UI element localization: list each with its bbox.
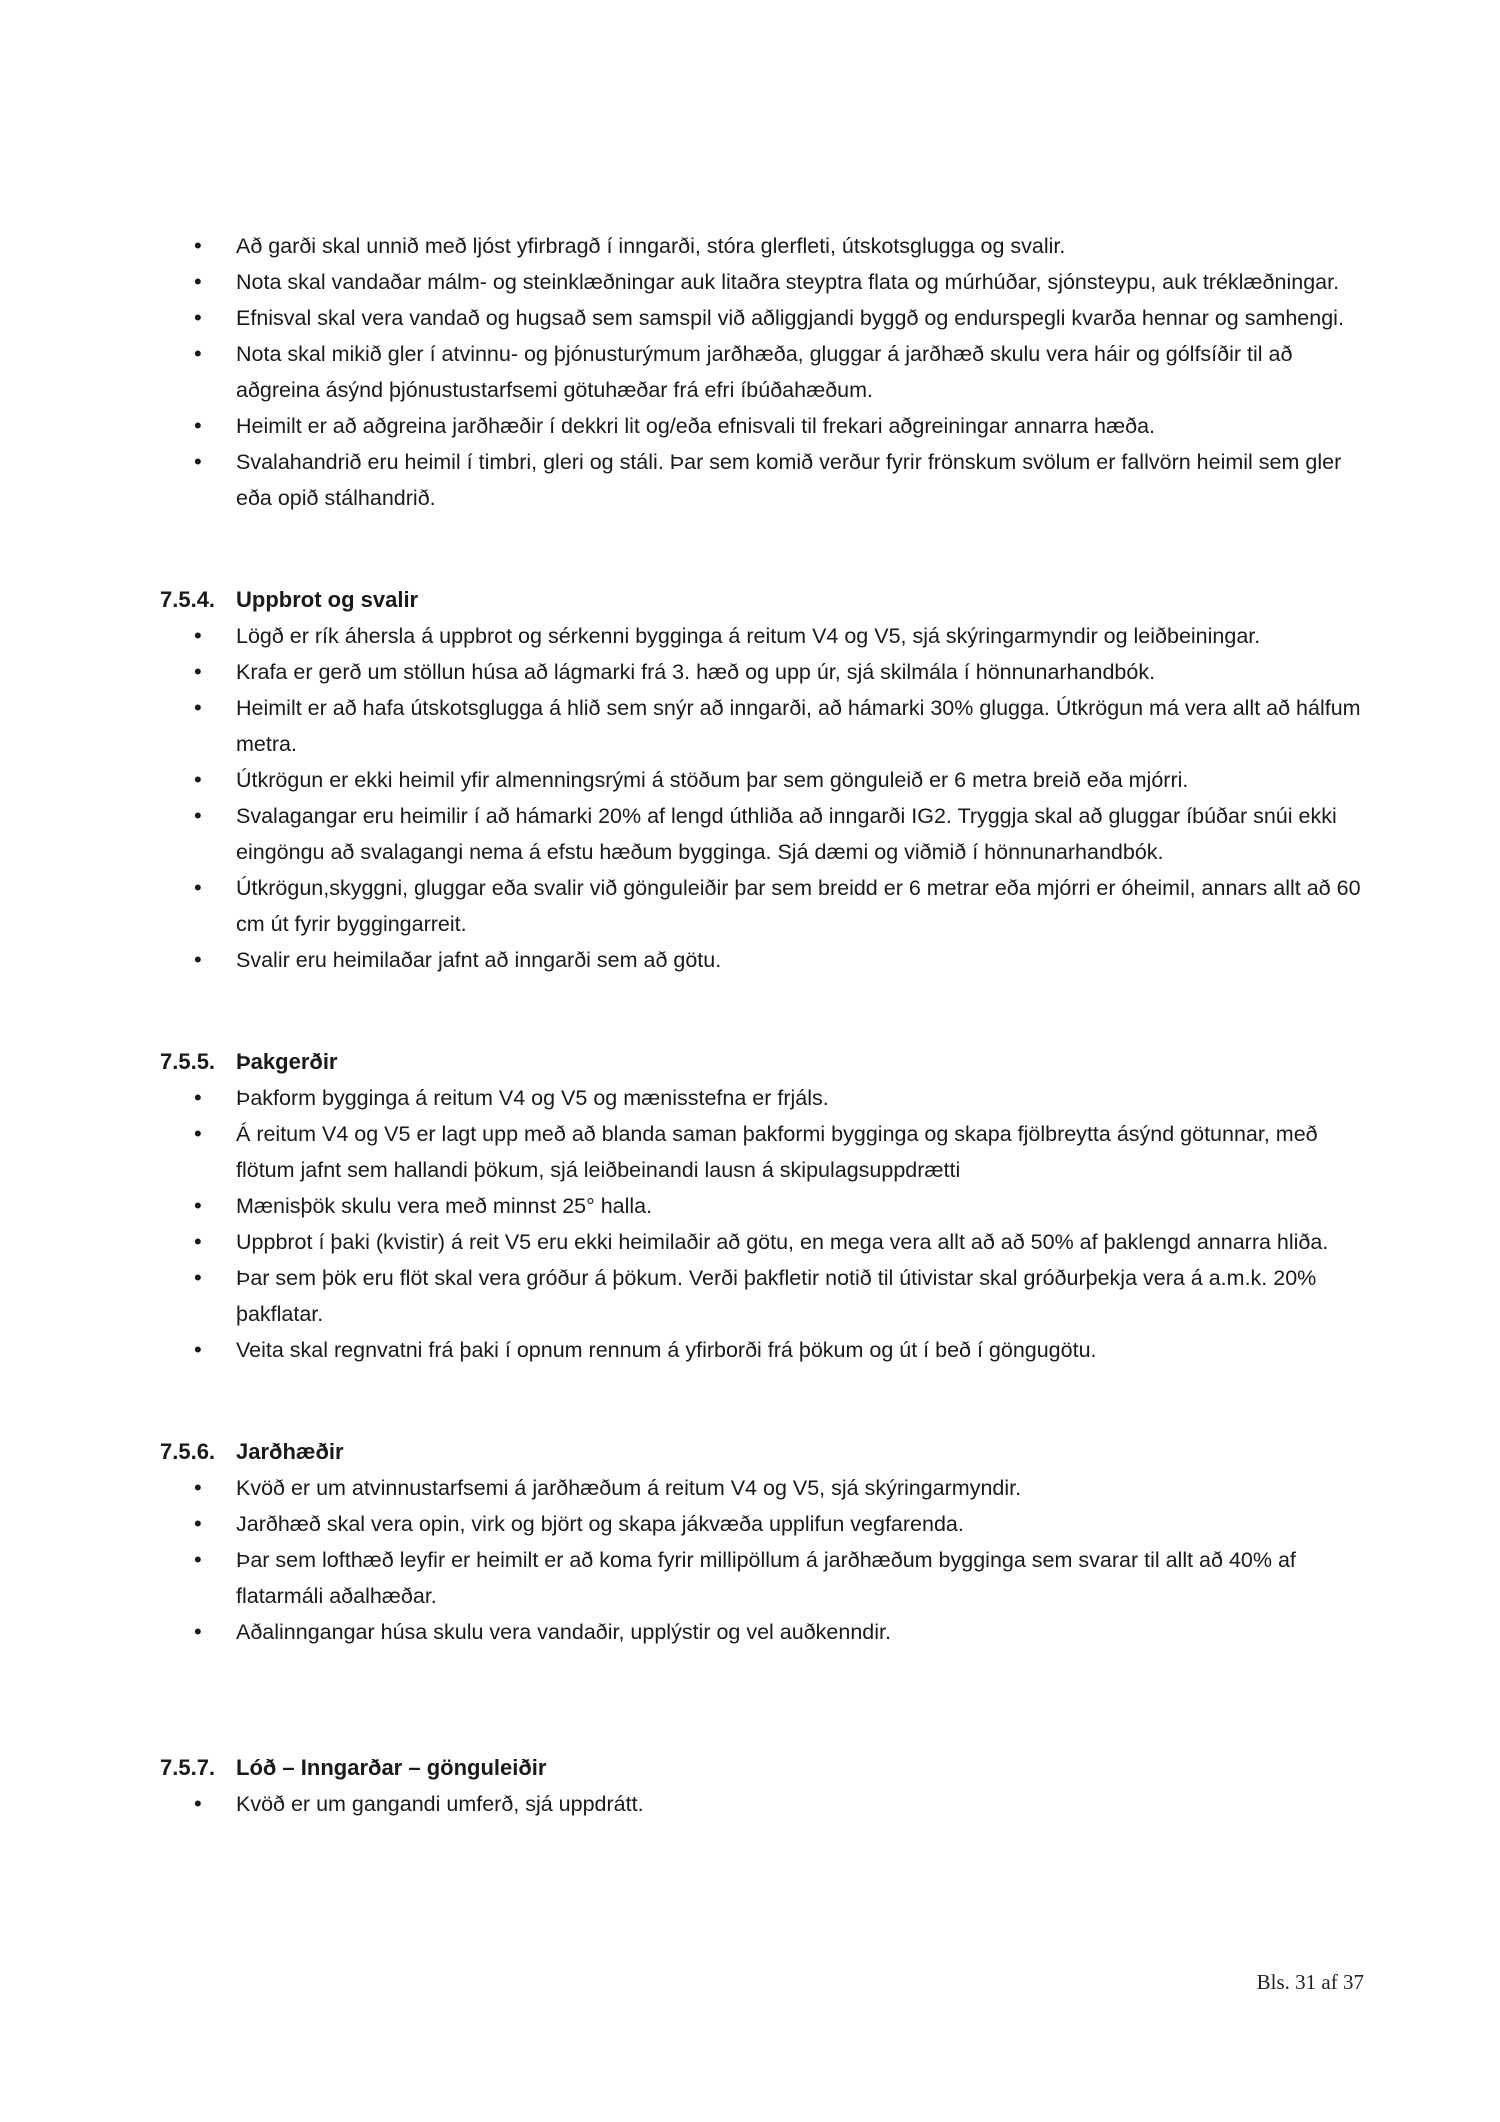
section-bullet-list [160, 1470, 1365, 1650]
section-uppbrot-og-svalir [160, 582, 1365, 978]
bullet-icon: • [194, 233, 202, 258]
section-heading [160, 1750, 1365, 1786]
list-item: • Þar sem lofthæð leyfir er heimilt er að koma fyrir millipöllum á jarðhæðum bygginga sem svarar til allt að 40% af flatarmáli aðalhæðar. [160, 1542, 1365, 1614]
bullet-icon: • [194, 1547, 202, 1572]
list-item: • Heimilt er að hafa útskotsglugga á hlið sem snýr að inngarði, að hámarki 30% glugga. Útkrögun má vera allt að hálfum metra. [160, 690, 1365, 762]
bullet-icon: • [194, 1229, 202, 1254]
section-number: 7.5.6. [160, 1439, 216, 1464]
list-item: • Veita skal regnvatni frá þaki í opnum rennum á yfirborði frá þökum og út í beð í göngugötu. [160, 1332, 1365, 1368]
list-item: • Útkrögun er ekki heimil yfir almenningsrými á stöðum þar sem gönguleið er 6 metra breið eða mjórri. [160, 762, 1365, 798]
list-item: • Krafa er gerð um stöllun húsa að lágmarki frá 3. hæð og upp úr, sjá skilmála í hönnunarhandbók. [160, 654, 1365, 690]
bullet-icon: • [194, 947, 202, 972]
list-item: • Kvöð er um atvinnustarfsemi á jarðhæðum á reitum V4 og V5, sjá skýringarmyndir. [160, 1470, 1365, 1506]
bullet-icon: • [194, 1265, 202, 1290]
list-item: • Lögð er rík áhersla á uppbrot og sérkenni bygginga á reitum V4 og V5, sjá skýringarmyndir og leiðbeiningar. [160, 618, 1365, 654]
section-heading [160, 582, 1365, 618]
bullet-icon: • [194, 1619, 202, 1644]
page-content [160, 228, 1365, 1822]
list-item: • Þar sem þök eru flöt skal vera gróður á þökum. Verði þakfletir notið til útivistar skal gróðurþekja vera á a.m.k. 20% þakflatar. [160, 1260, 1365, 1332]
bullet-icon: • [194, 305, 202, 330]
section-number: 7.5.4. [160, 587, 216, 612]
bullet-icon: • [194, 341, 202, 366]
bullet-icon: • [194, 1791, 202, 1816]
list-item: • Nota skal vandaðar málm- og steinklæðningar auk litaðra steyptra flata og múrhúðar, sjónsteypu, auk tréklæðningar. [160, 264, 1365, 300]
section-bullet-list [160, 618, 1365, 978]
section-bullet-list [160, 1080, 1365, 1368]
bullet-icon: • [194, 1337, 202, 1362]
list-item: • Jarðhæð skal vera opin, virk og björt og skapa jákvæða upplifun vegfarenda. [160, 1506, 1365, 1542]
section-thakgerdir [160, 1044, 1365, 1368]
bullet-icon: • [194, 449, 202, 474]
page-number: Bls. 31 af 37 [1256, 1970, 1364, 1994]
list-item: • Að garði skal unnið með ljóst yfirbragð í inngarði, stóra glerfleti, útskotsglugga og svalir. [160, 228, 1365, 264]
section-heading [160, 1434, 1365, 1470]
list-item: • Svalir eru heimilaðar jafnt að inngarði sem að götu. [160, 942, 1365, 978]
bullet-icon: • [194, 767, 202, 792]
list-item: • Þakform bygginga á reitum V4 og V5 og mænisstefna er frjáls. [160, 1080, 1365, 1116]
list-item: • Kvöð er um gangandi umferð, sjá uppdrátt. [160, 1786, 1365, 1822]
section-title: Uppbrot og svalir [236, 587, 419, 612]
bullet-icon: • [194, 623, 202, 648]
list-item: • Mænisþök skulu vera með minnst 25° halla. [160, 1188, 1365, 1224]
section-bullet-list [160, 1786, 1365, 1822]
bullet-icon: • [194, 1085, 202, 1110]
bullet-icon: • [194, 413, 202, 438]
list-item: • Svalagangar eru heimilir í að hámarki 20% af lengd úthliða að inngarði IG2. Tryggja skal að gluggar íbúðar snúi ekki eingöngu að svalagangi nema á efstu hæðum bygginga. Sjá dæmi og viðmið í hönnunarhandbók. [160, 798, 1365, 870]
section-title: Jarðhæðir [236, 1439, 344, 1464]
bullet-icon: • [194, 875, 202, 900]
section-number: 7.5.5. [160, 1049, 216, 1074]
section-title: Þakgerðir [236, 1049, 338, 1074]
section-lod-inngardar-gonguleidir [160, 1750, 1365, 1822]
list-item: • Heimilt er að aðgreina jarðhæðir í dekkri lit og/eða efnisvali til frekari aðgreiningar annarra hæða. [160, 408, 1365, 444]
list-item: • Á reitum V4 og V5 er lagt upp með að blanda saman þakformi bygginga og skapa fjölbreytta ásýnd götunnar, með flötum jafnt sem hallandi þökum, sjá leiðbeinandi lausn á skipulagsuppdrætti [160, 1116, 1365, 1188]
intro-bullet-list [160, 228, 1365, 516]
list-item: • Svalahandrið eru heimil í timbri, gleri og stáli. Þar sem komið verður fyrir frönskum svölum er fallvörn heimil sem gler eða opið stálhandrið. [160, 444, 1365, 516]
section-title: Lóð – Inngarðar – gönguleiðir [236, 1755, 547, 1780]
list-item: • Efnisval skal vera vandað og hugsað sem samspil við aðliggjandi byggð og endurspegli kvarða hennar og samhengi. [160, 300, 1365, 336]
list-item: • Nota skal mikið gler í atvinnu- og þjónusturýmum jarðhæða, gluggar á jarðhæð skulu vera háir og gólfsíðir til að aðgreina ásýnd þjónustustarfsemi götuhæðar frá efri íbúðahæðum. [160, 336, 1365, 408]
bullet-icon: • [194, 269, 202, 294]
bullet-icon: • [194, 1193, 202, 1218]
list-item: • Aðalinngangar húsa skulu vera vandaðir, upplýstir og vel auðkenndir. [160, 1614, 1365, 1650]
section-jardhaedir [160, 1434, 1365, 1650]
list-item: • Útkrögun,skyggni, gluggar eða svalir við gönguleiðir þar sem breidd er 6 metrar eða mjórri er óheimil, annars allt að 60 cm út fyrir byggingarreit. [160, 870, 1365, 942]
list-item: • Uppbrot í þaki (kvistir) á reit V5 eru ekki heimilaðir að götu, en mega vera allt að að 50% af þaklengd annarra hliða. [160, 1224, 1365, 1260]
section-number: 7.5.7. [160, 1755, 216, 1780]
bullet-icon: • [194, 695, 202, 720]
section-heading [160, 1044, 1365, 1080]
bullet-icon: • [194, 803, 202, 828]
bullet-icon: • [194, 1475, 202, 1500]
bullet-icon: • [194, 1121, 202, 1146]
bullet-icon: • [194, 1511, 202, 1536]
bullet-icon: • [194, 659, 202, 684]
